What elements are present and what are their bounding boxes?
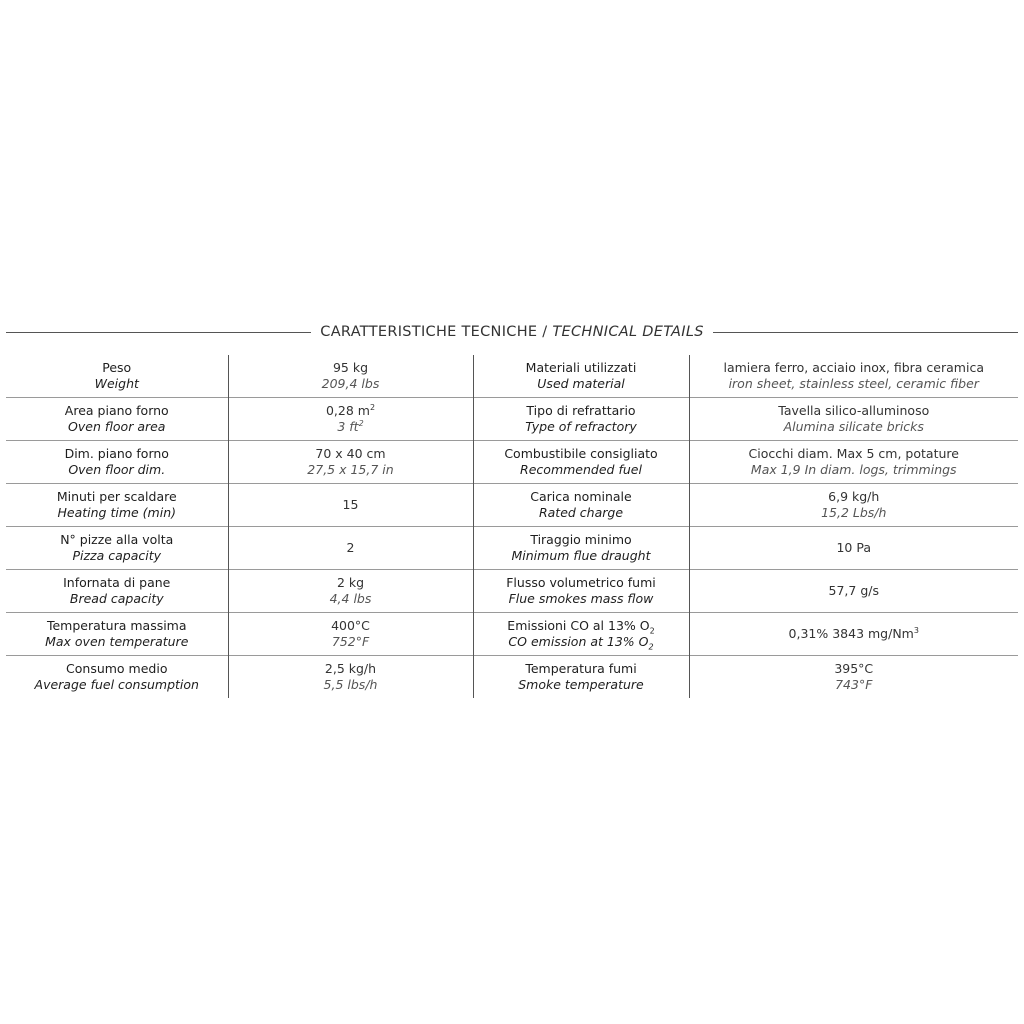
spec-label: Flusso volumetrico fumi Flue smokes mass flow <box>473 570 689 613</box>
heading-title-en: TECHNICAL DETAILS <box>552 324 704 340</box>
spec-value: 70 x 40 cm 27,5 x 15,7 in <box>228 441 473 484</box>
spec-value: 2 <box>228 527 473 570</box>
spec-label: N° pizze alla volta Pizza capacity <box>6 527 228 570</box>
heading-title-it: CARATTERISTICHE TECNICHE / <box>320 324 548 340</box>
spec-value: 10 Pa <box>689 527 1018 570</box>
spec-label: Consumo medio Average fuel consumption <box>6 656 228 699</box>
table-row <box>6 656 1018 699</box>
table-row <box>6 484 1018 527</box>
spec-value: 0,31% 3843 mg/Nm$^3$ <box>689 613 1018 656</box>
section-heading <box>6 321 1018 343</box>
spec-label: Emissioni CO al 13% $O_2$ CO emission at 13% $O_2$ <box>473 613 689 656</box>
spec-value: lamiera ferro, acciaio inox, fibra ceramica iron sheet, stainless steel, ceramic fiber <box>723 360 984 391</box>
technical-details-table <box>6 355 1018 698</box>
spec-value: Tavella silico-alluminoso Alumina silicate bricks <box>689 398 1018 441</box>
spec-label: Dim. piano forno Oven floor dim. <box>6 441 228 484</box>
spec-value: 15 <box>228 484 473 527</box>
spec-label: Temperatura massima Max oven temperature <box>6 613 228 656</box>
heading-rule-right <box>713 332 1018 333</box>
spec-value: 57,7 g/s <box>689 570 1018 613</box>
spec-value: 2 kg 4,4 lbs <box>228 570 473 613</box>
spec-value: 6,9 kg/h 15,2 Lbs/h <box>689 484 1018 527</box>
spec-label: Infornata di pane Bread capacity <box>6 570 228 613</box>
spec-value: 400°C 752°F <box>228 613 473 656</box>
table-row <box>6 570 1018 613</box>
spec-label: Area piano forno Oven floor area <box>6 398 228 441</box>
heading-title <box>311 324 712 340</box>
heading-rule-left <box>6 332 311 333</box>
spec-label: Temperatura fumi Smoke temperature <box>473 656 689 699</box>
table-row <box>6 441 1018 484</box>
spec-value: 95 kg 209,4 lbs <box>228 355 473 398</box>
table-row <box>6 613 1018 656</box>
table-row <box>6 527 1018 570</box>
spec-label: Minuti per scaldare Heating time (min) <box>6 484 228 527</box>
spec-label: Tipo di refrattario Type of refractory <box>473 398 689 441</box>
spec-label: Combustibile consigliato Recommended fuel <box>473 441 689 484</box>
spec-label: Carica nominale Rated charge <box>473 484 689 527</box>
spec-value: Ciocchi diam. Max 5 cm, potature Max 1,9 In diam. logs, trimmings <box>689 441 1018 484</box>
spec-label: Tiraggio minimo Minimum flue draught <box>473 527 689 570</box>
table-row <box>6 398 1018 441</box>
spec-label: Materiali utilizzati Used material <box>473 355 689 398</box>
table-row <box>6 355 1018 398</box>
spec-value: 395°C 743°F <box>689 656 1018 699</box>
spec-value: 0,28 $m^2$ 3 $ft^2$ <box>228 398 473 441</box>
spec-value: 2,5 kg/h 5,5 lbs/h <box>228 656 473 699</box>
spec-label: Peso Weight <box>6 355 228 398</box>
